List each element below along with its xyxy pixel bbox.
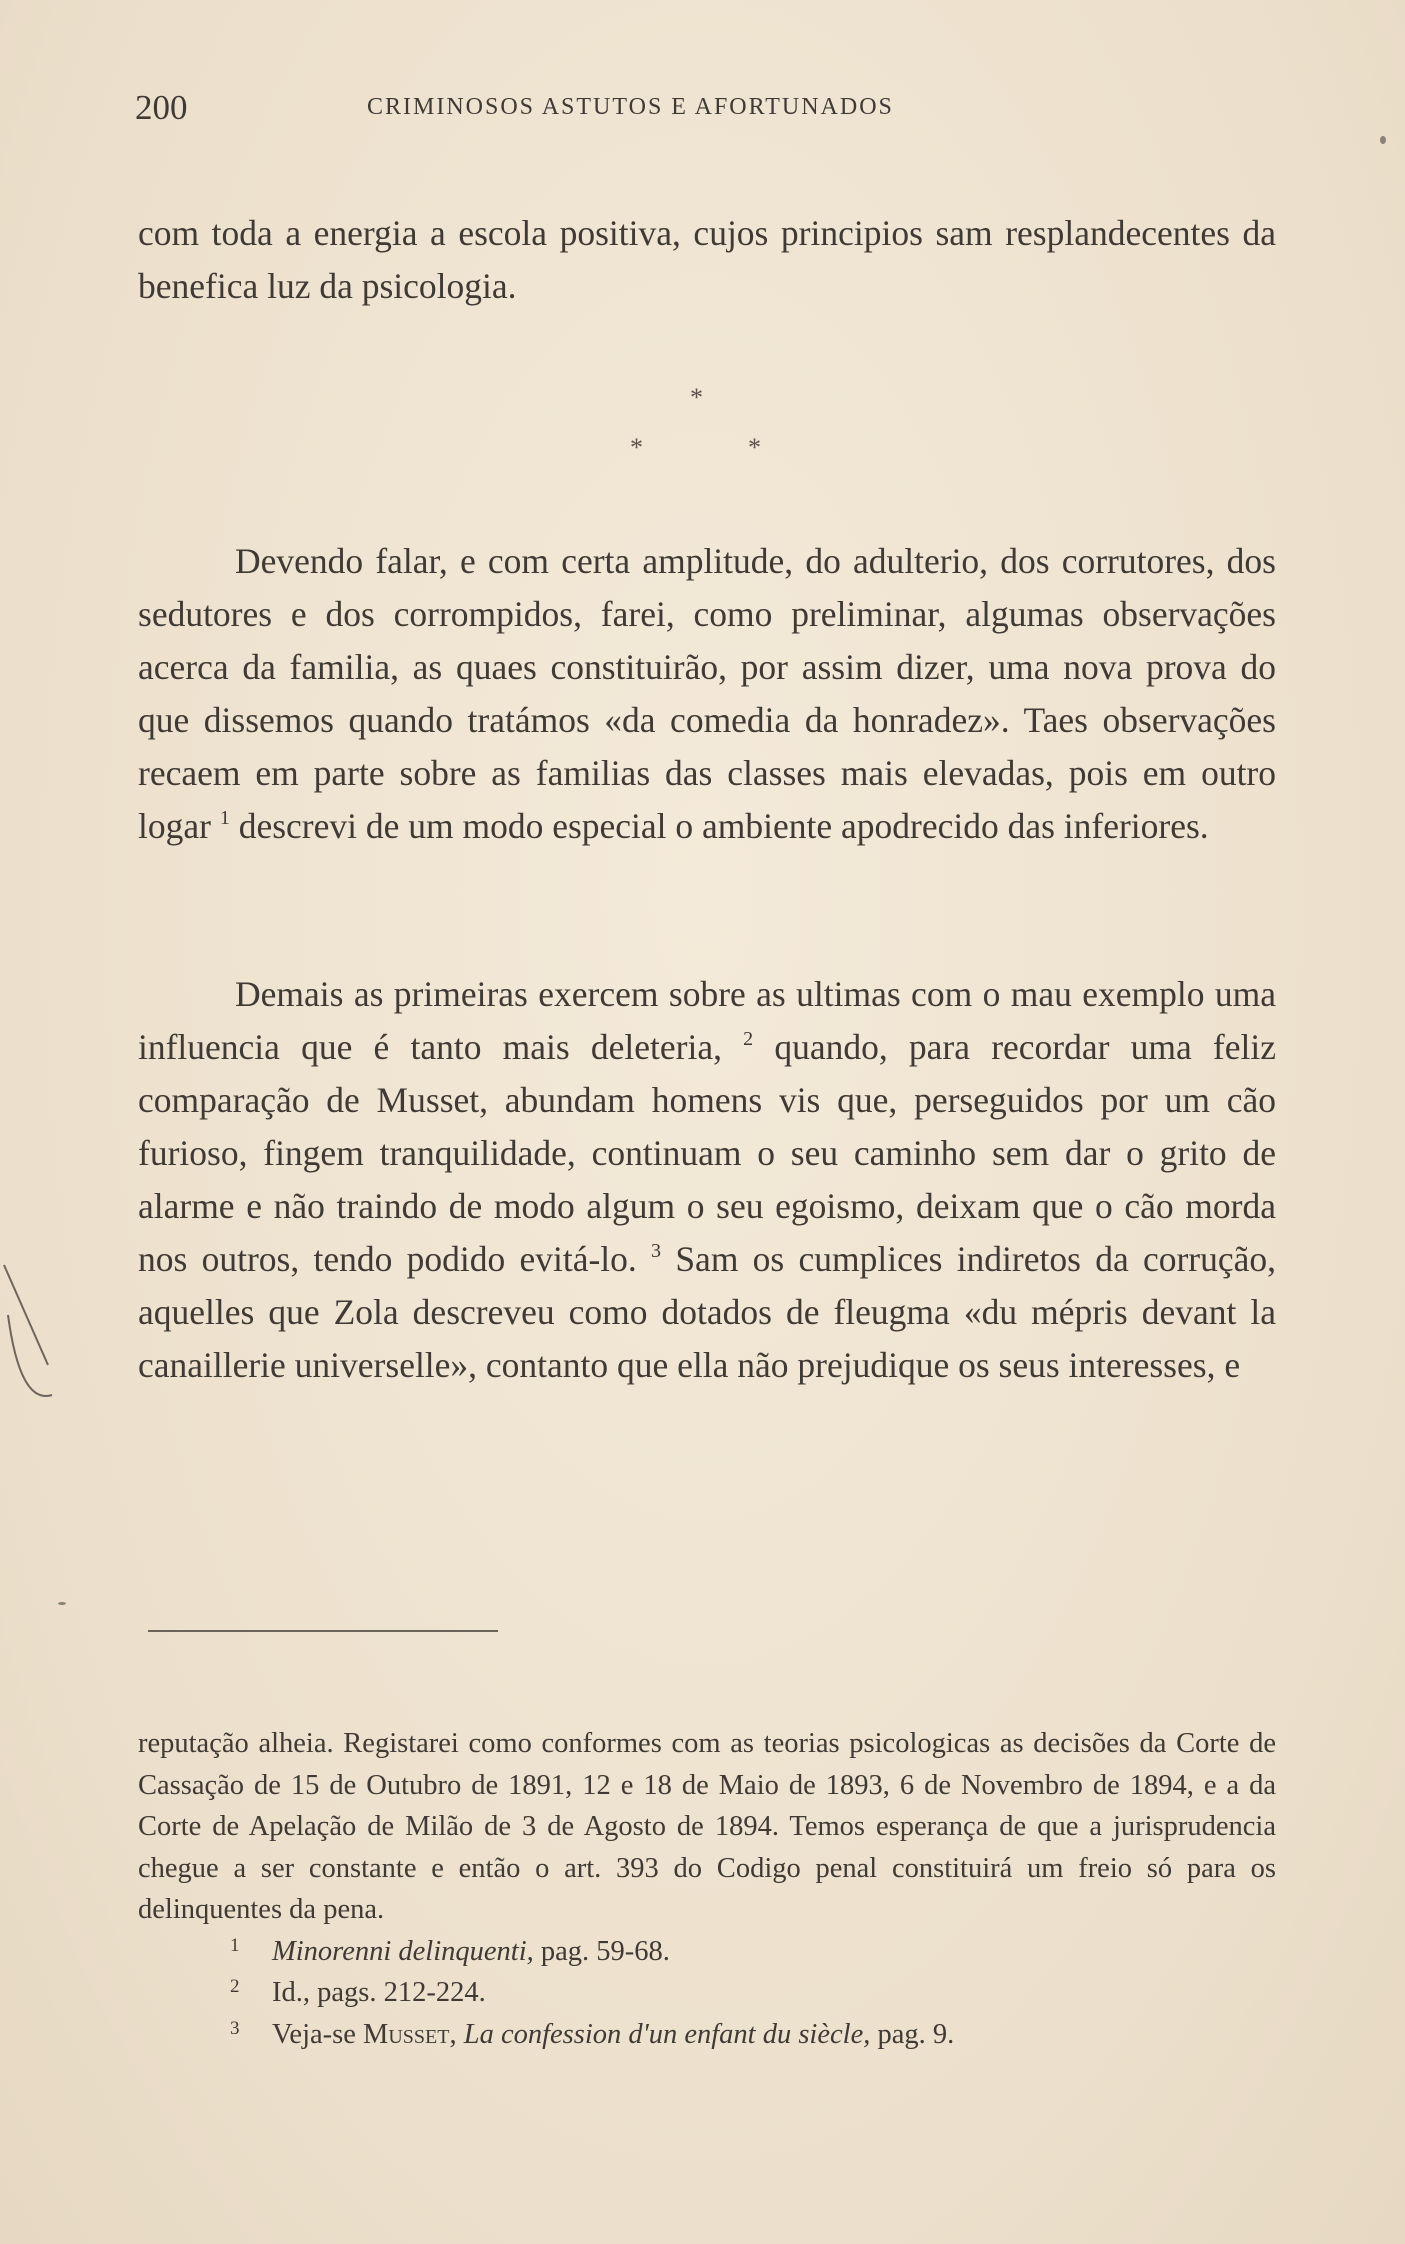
footnote-continuation: reputação alheia. Registarei como conformes com as teorias psicologicas as decisões da Corte de Cassação de 15 de Outubro de 1891, 12 e 18 de Maio de 1893, 6 de Novembro de 1894, e a da Corte de Apelação de Milão de 3 de Agosto de 1894. Temos esperança de que a jurisprudencia chegue a ser constante e então o art. 393 do Codigo penal constituirá um freio só para os delinquentes da pena.	[138, 1728, 1276, 1925]
footnote-3-rest: pag. 9.	[877, 2018, 955, 2050]
footnote-ref-3: 3	[651, 1240, 662, 1262]
paragraph-3	[138, 968, 1276, 1392]
footnote-3-title: La confession d'un enfant du siècle,	[463, 2018, 871, 2050]
asterism-star-icon: *	[690, 383, 703, 412]
running-title: CRIMINOSOS ASTUTOS E AFORTUNADOS	[367, 94, 894, 120]
footnote-2-text: Id., pags. 212-224.	[272, 1977, 486, 2008]
paragraph-3-part-2: quando, para recordar uma feliz comparação de Musset, abundam homens vis que, perseguidos por um cão furioso, fingem tranquilidade, continuam o seu caminho sem dar o grito de alarme e não traindo de modo algum o seu egoismo, deixam que o cão morda nos outros, tendo podido evitá-lo.	[138, 1027, 1276, 1279]
footnote-mark: 2	[230, 1976, 240, 1997]
footnote-mark: 1	[230, 1934, 240, 1956]
paragraph-1-text: com toda a energia a escola positiva, cujos principios sam resplandecentes da benefica luz da psicologia.	[138, 213, 1276, 306]
footnotes	[138, 1723, 1276, 2055]
paper-speck	[58, 1602, 66, 1605]
footnote-ref-1: 1	[219, 807, 230, 829]
paragraph-continuation	[138, 207, 1276, 313]
footnote-1-title: Minorenni delinquenti,	[272, 1935, 534, 1967]
footnote-ref-2: 2	[743, 1028, 754, 1050]
running-head	[135, 88, 1285, 128]
paragraph-2-part-2: descrevi de um modo especial o ambiente apodrecido das inferiores.	[238, 806, 1209, 846]
asterism-divider	[630, 383, 770, 483]
asterism-star-icon: *	[630, 433, 643, 462]
footnote-3-prefix: Veja-se	[272, 2018, 356, 2050]
paragraph-3-part-3: Sam os cumplices indiretos da corrução, aquelles que Zola descreveu como dotados de fleugma «du mépris devant la canaillerie universelle», contanto que ella não prejudique os seus interesses, e	[138, 1239, 1276, 1385]
paragraph-3-text	[138, 968, 1276, 1392]
paper-speck	[1380, 136, 1386, 144]
footnote-2	[138, 1972, 1276, 2014]
footnote-mark: 3	[230, 2017, 240, 2039]
footnote-3-author: Musset,	[363, 2018, 457, 2050]
paragraph-2-part-1: Devendo falar, e com certa amplitude, do adulterio, dos corrutores, dos sedutores e dos corrompidos, farei, como preliminar, algumas observações acerca da familia, as quaes constituirão, por assim dizer, uma nova prova do que dissemos quando tratámos «da comedia da honradez». Taes observações recaem em parte sobre as familias das classes mais elevadas, pois em outro logar	[138, 541, 1276, 846]
page-number: 200	[135, 88, 188, 127]
footnote-1	[138, 1931, 1276, 1973]
asterism-star-icon: *	[748, 433, 761, 462]
paragraph-2	[138, 535, 1276, 853]
paragraph-2-text	[138, 535, 1276, 853]
page-edge-mark	[0, 1255, 70, 1415]
footnote-1-rest: pag. 59-68.	[540, 1935, 670, 1967]
footnote-rule	[148, 1630, 498, 1632]
paragraph-3-part-1: Demais as primeiras exercem sobre as ultimas com o mau exemplo uma influencia que é tanto mais deleteria,	[138, 974, 1276, 1067]
footnote-3	[138, 2014, 1276, 2056]
